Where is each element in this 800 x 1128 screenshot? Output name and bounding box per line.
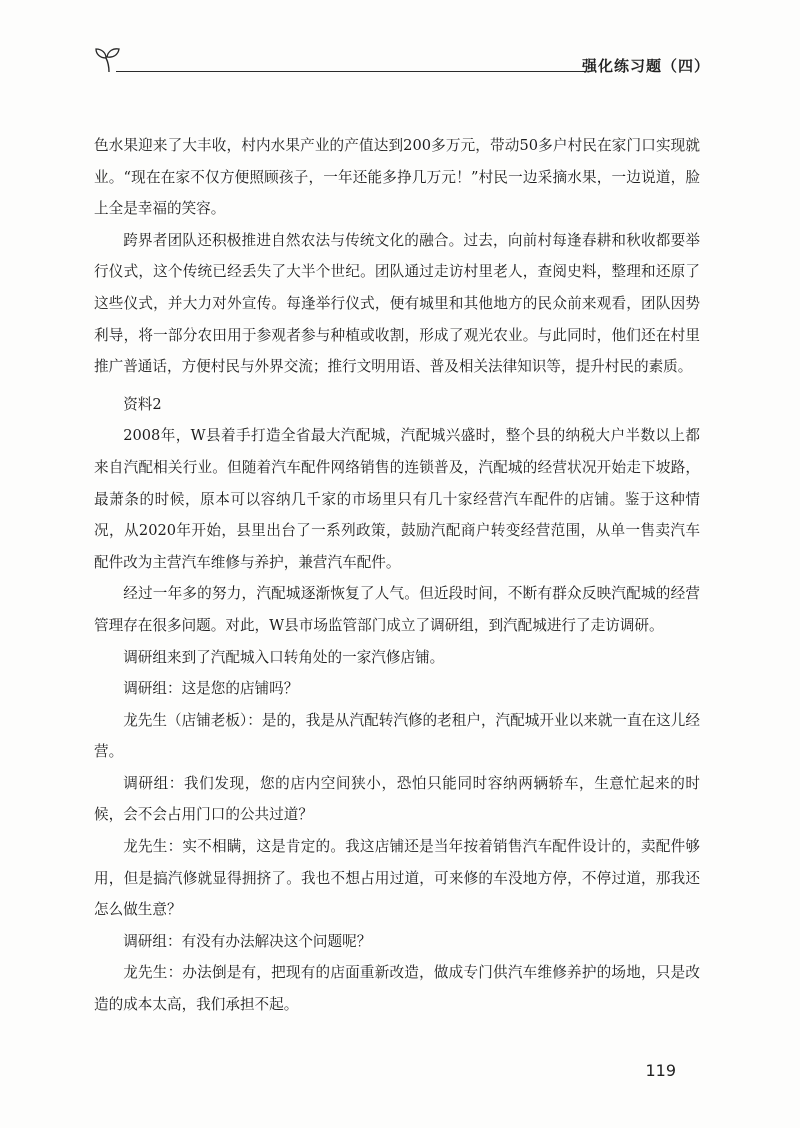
section-label: 资料2: [123, 395, 162, 413]
header-rule: [116, 71, 586, 72]
dialogue-line: 龙先生（店铺老板）：是的，我是从汽配转汽修的老租户，汽配城开业以来就一直在这儿经营。: [94, 711, 700, 761]
dialogue-line: 龙先生：办法倒是有，把现有的店面重新改造，做成专门供汽车维修养护的场地，只是改造的成本太高，我们承担不起。: [94, 964, 700, 1014]
page-header: [92, 42, 712, 82]
body-text: [94, 130, 700, 1021]
paragraph: 跨界者团队还积极推进自然农法与传统文化的融合。过去，向前村每逢春耕和秋收都要举行仪式，这个传统已经丢失了大半个世纪。团队通过走访村里老人，查阅史料，整理和还原了这些仪式，并大力对外宣传。每逢举行仪式，便有城里和其他地方的民众前来观看，团队因势利导，将一部分农田用于参观者参与种植或收割，形成了观光农业。与此同时，他们还在村里推广普通话，方便村民与外界交流；推行文明用语、普及相关法律知识等，提升村民的素质。: [94, 231, 700, 376]
dialogue-line: 调研组：这是您的店铺吗？: [123, 680, 299, 698]
paragraph: 色水果迎来了大丰收，村内水果产业的产值达到200多万元，带动50多户村民在家门口实现就业。“现在在家不仅方便照顾孩子，一年还能多挣几万元！”村民一边采摘水果，一边说道，脸上全是幸福的笑容。: [94, 137, 700, 218]
paragraph: 2008年，W县着手打造全省最大汽配城，汽配城兴盛时，整个县的纳税大户半数以上都来自汽配相关行业。但随着汽车配件网络销售的连锁普及，汽配城的经营状况开始走下坡路，最萧条的时候，原本可以容纳几千家的市场里只有几十家经营汽车配件的店铺。鉴于这种情况，从2020年开始，县里出台了一系列政策，鼓励汽配商户转变经营范围，从单一售卖汽车配件改为主营汽车维修与养护，兼营汽车配件。: [94, 427, 700, 571]
paragraph: 调研组来到了汽配城入口转角处的一家汽修店铺。: [123, 648, 445, 666]
dialogue-line: 调研组：我们发现，您的店内空间狭小，恐怕只能同时容纳两辆轿车，生意忙起来的时候，会不会占用门口的公共过道？: [94, 774, 700, 824]
paragraph: 经过一年多的努力，汽配城逐渐恢复了人气。但近段时间，不断有群众反映汽配城的经营管理存在很多问题。对此，W县市场监管部门成立了调研组，到汽配城进行了走访调研。: [94, 585, 700, 634]
dialogue-line: 龙先生：实不相瞒，这是肯定的。我这店铺还是当年按着销售汽车配件设计的，卖配件够用，但是搞汽修就显得拥挤了。我也不想占用过道，可来修的车没地方停，不停过道，那我还怎么做生意？: [94, 838, 700, 919]
page-number: 119: [645, 1061, 676, 1080]
dialogue-line: 调研组：有没有办法解决这个问题呢？: [123, 932, 372, 950]
section-title: 强化练习题（四）: [581, 57, 710, 75]
